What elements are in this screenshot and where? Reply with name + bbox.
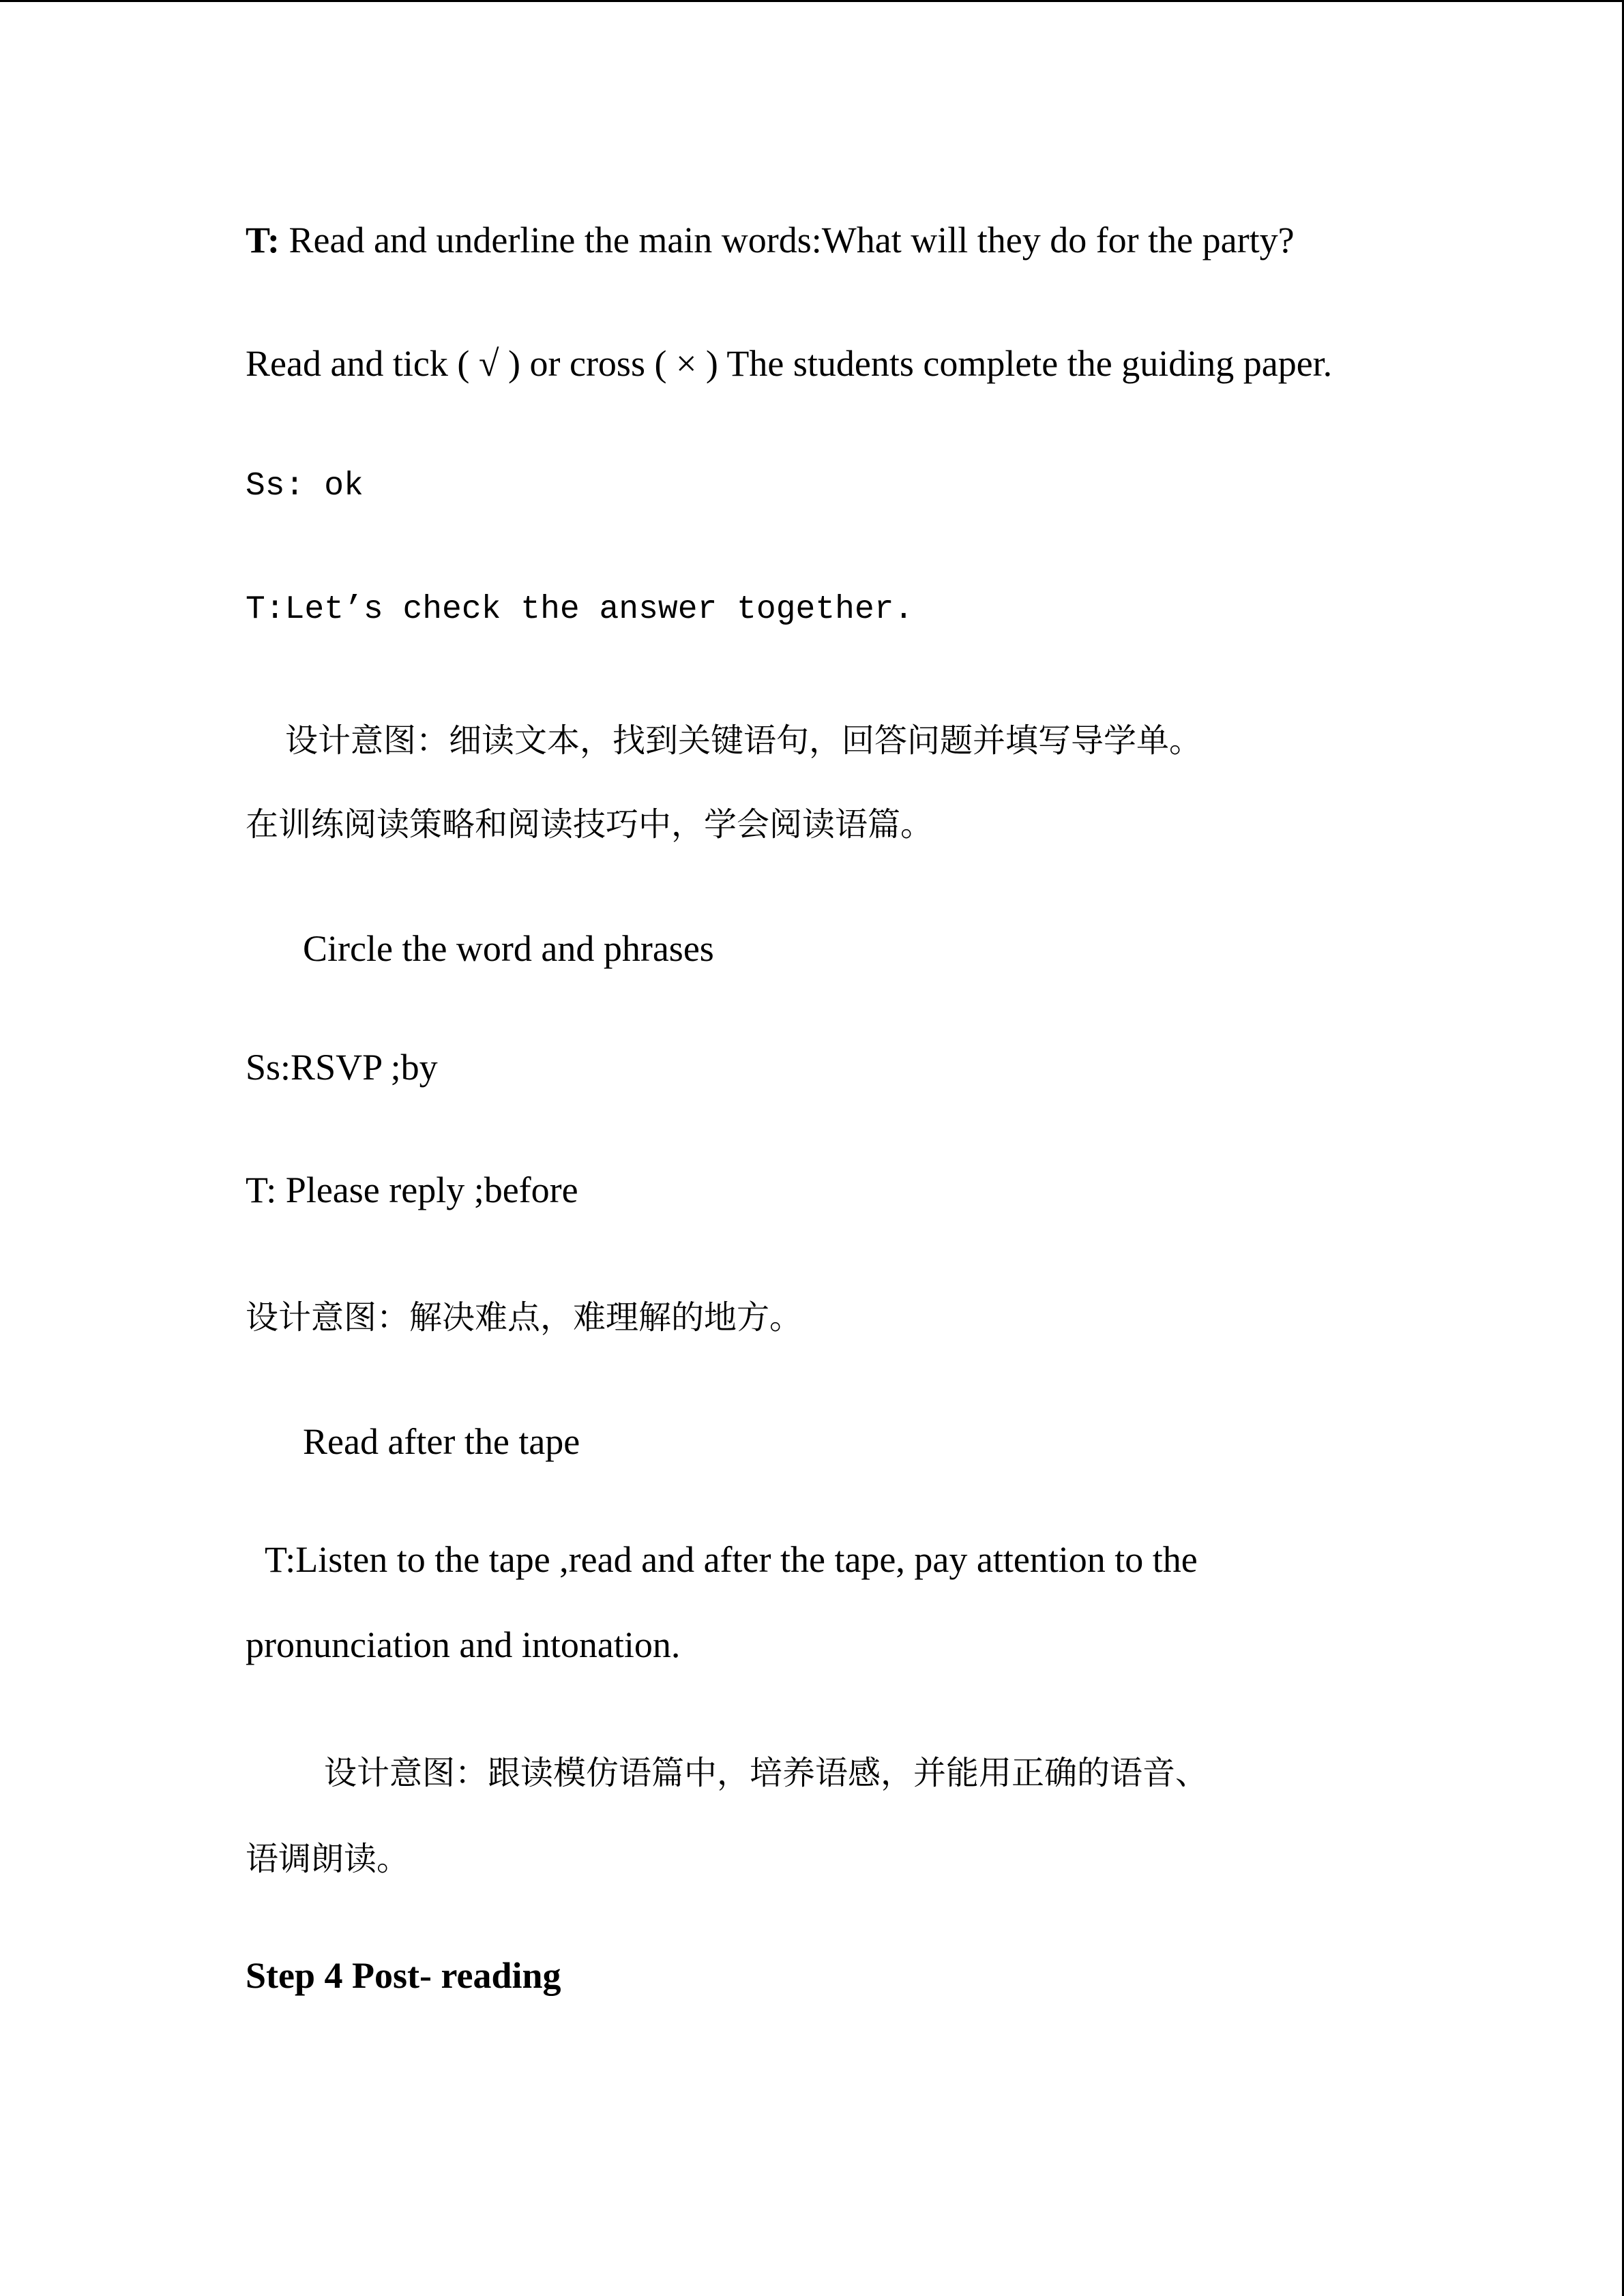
- teacher-please-reply: T: Please reply ;before: [246, 1169, 578, 1210]
- design-intent-imitation-1: 设计意图：跟读模仿语篇中，培养语感，并能用正确的语音、: [324, 1754, 1209, 1792]
- students-response-ok: Ss: ok: [246, 468, 364, 505]
- design-intent-difficulty: 设计意图：解决难点，难理解的地方。: [246, 1298, 803, 1337]
- teacher-instruction-underline: [246, 219, 1295, 261]
- teacher-listen-instruction-2: pronunciation and intonation.: [246, 1624, 681, 1665]
- tick-cross-instruction: Read and tick ( √ ) or cross ( × ) The students complete the guiding paper.: [246, 343, 1333, 384]
- instruction-text: Read and underline the main words:What will they do for the party?: [280, 220, 1295, 260]
- step-4-heading: Step 4 Post- reading: [246, 1955, 561, 1996]
- read-after-tape-heading: Read after the tape: [303, 1421, 580, 1462]
- teacher-check-answer: T:Let’s check the answer together.: [246, 591, 914, 628]
- design-intent-reading-2: 在训练阅读策略和阅读技巧中，学会阅读语篇。: [246, 805, 934, 844]
- design-intent-reading-1: 设计意图：细读文本，找到关键语句，回答问题并填写导学单。: [285, 721, 1202, 760]
- design-intent-imitation-2: 语调朗读。: [246, 1840, 410, 1878]
- teacher-listen-instruction-1: T:Listen to the tape ,read and after the tape, pay attention to the: [265, 1539, 1198, 1580]
- speaker-label: T:: [246, 220, 280, 260]
- circle-words-heading: Circle the word and phrases: [303, 928, 714, 969]
- students-rsvp: Ss:RSVP ;by: [246, 1047, 438, 1088]
